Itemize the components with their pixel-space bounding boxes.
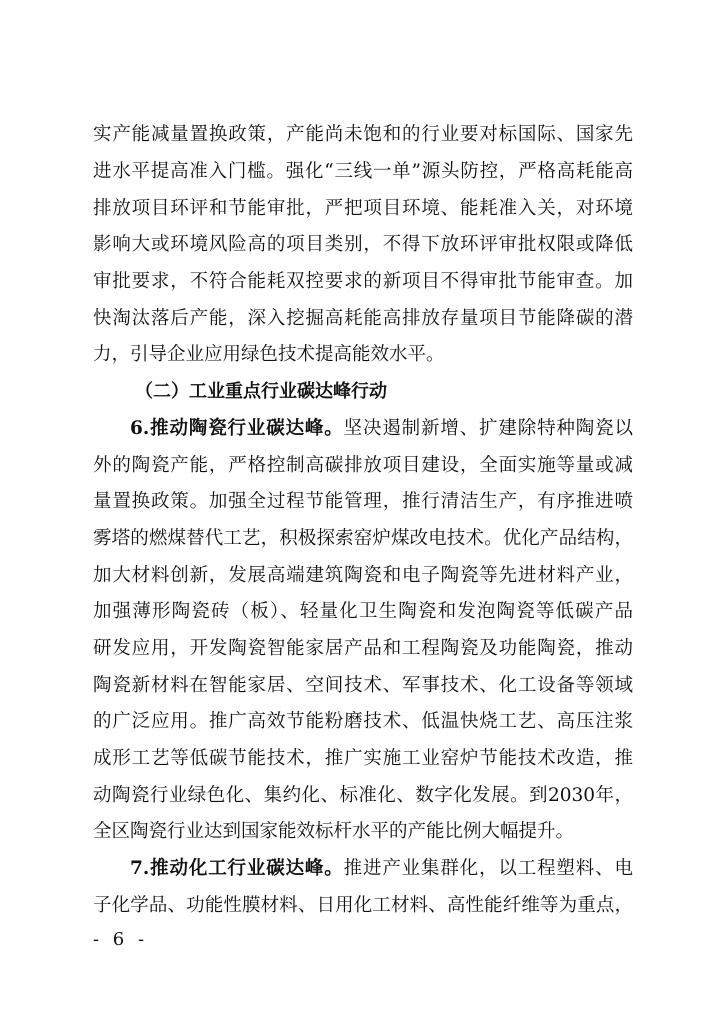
item-6-first-line — [130, 417, 633, 441]
text-line: 快淘汰落后产能，深入挖掘高耗能高排放存量项目节能降碳的潜 — [93, 308, 633, 329]
text-line: 的广泛应用。推广高效节能粉磨技术、低温快烧工艺、高压注浆 — [93, 711, 633, 732]
text-line: 成形工艺等低碳节能技术，推广实施工业窑炉节能技术改造，推 — [93, 748, 633, 769]
text-line: 加强薄形陶瓷砖（板）、轻量化卫生陶瓷和发泡陶瓷等低碳产品 — [93, 601, 633, 622]
text-line: 量置换政策。加强全过程节能管理，推行清洁生产，有序推进喷 — [93, 491, 633, 512]
text-line: 进水平提高准入门槛。强化“三线一单”源头防控，严格高耗能高 — [93, 161, 633, 182]
item-6-first-line-text: 坚决遏制新增、扩建除特种陶瓷以 — [343, 418, 633, 439]
item-7-first-line-text: 推进产业集群化，以工程塑料、电 — [343, 858, 633, 879]
item-7-first-line — [130, 857, 633, 881]
item-6-title: 6.推动陶瓷行业碳达峰。 — [130, 418, 344, 439]
text-line: 外的陶瓷产能，严格控制高碳排放项目建设，全面实施等量或减 — [93, 455, 633, 476]
item-7-title: 7.推动化工行业碳达峰。 — [130, 858, 344, 879]
text-line: 加大材料创新，发展高端建筑陶瓷和电子陶瓷等先进材料产业， — [93, 565, 633, 586]
text-line: 实产能减量置换政策，产能尚未饱和的行业要对标国际、国家先 — [93, 124, 633, 145]
page-number: - 6 - — [93, 929, 149, 950]
text-line: 排放项目环评和节能审批，严把项目环境、能耗准入关，对环境 — [93, 198, 633, 219]
text-line: 全区陶瓷行业达到国家能效标杆水平的产能比例大幅提升。 — [93, 821, 575, 842]
text-line: 审批要求，不符合能耗双控要求的新项目不得审批节能审查。加 — [93, 271, 633, 292]
text-line: 力，引导企业应用绿色技术提高能效水平。 — [93, 344, 445, 365]
text-line: 雾塔的燃煤替代工艺，积极探索窑炉煤改电技术。优化产品结构， — [93, 528, 633, 549]
text-line: 子化学品、功能性膜材料、日用化工材料、高性能纤维等为重点， — [93, 895, 633, 916]
text-line: 研发应用，开发陶瓷智能家居产品和工程陶瓷及功能陶瓷，推动 — [93, 638, 633, 659]
text-line: 影响大或环境风险高的项目类别，不得下放环评审批权限或降低 — [93, 234, 633, 255]
text-line: 陶瓷新材料在智能家居、空间技术、军事技术、化工设备等领域 — [93, 675, 633, 696]
section-heading: （二）工业重点行业碳达峰行动 — [135, 381, 387, 402]
text-line: 动陶瓷行业绿色化、集约化、标准化、数字化发展。到2030年， — [93, 785, 633, 806]
